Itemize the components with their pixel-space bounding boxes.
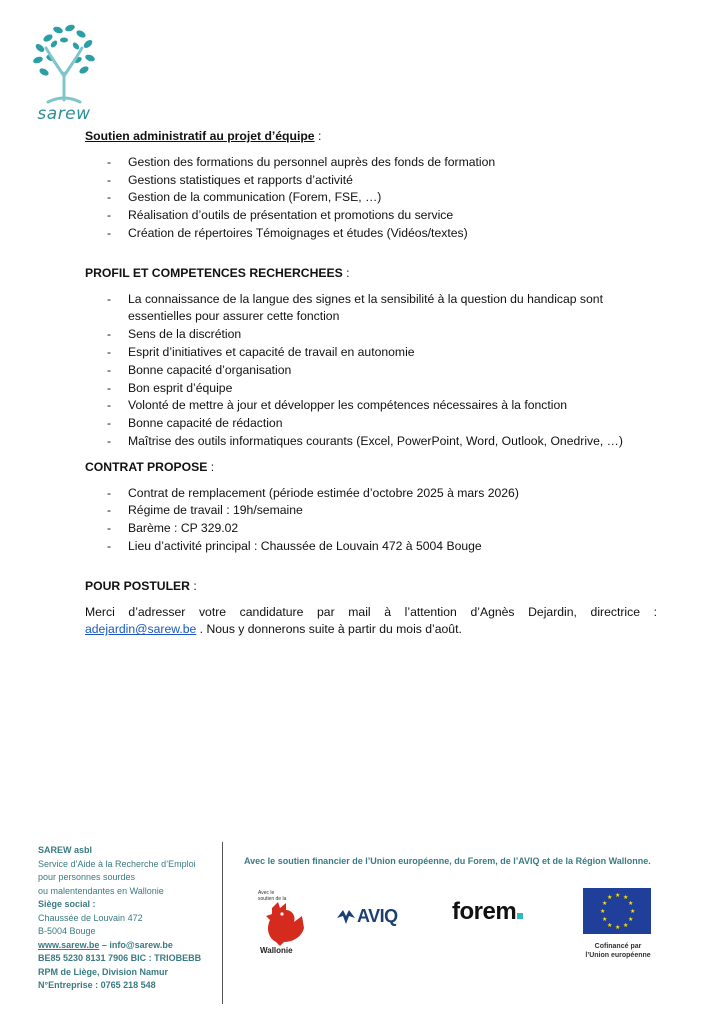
svg-text:★: ★ bbox=[623, 894, 629, 901]
apply-email-link[interactable]: adejardin@sarew.be bbox=[85, 622, 197, 637]
list-item: - Esprit d’initiatives et capacité de travail en autonomie bbox=[85, 344, 657, 362]
admin-list bbox=[85, 154, 657, 243]
sarew-logo bbox=[18, 18, 110, 126]
bank-info: BE85 5230 8131 7906 BIC : TRIOBEBB bbox=[38, 953, 202, 963]
list-item: - Bonne capacité d’organisation bbox=[85, 362, 657, 380]
aviq-bird-icon bbox=[335, 906, 357, 928]
org-name: SAREW asbl bbox=[38, 845, 93, 855]
org-desc: pour personnes sourdes bbox=[38, 872, 136, 882]
svg-text:★: ★ bbox=[623, 922, 629, 929]
list-item: - Barème : CP 329.02 bbox=[85, 520, 657, 538]
section-contract-heading: CONTRAT PROPOSE : bbox=[85, 459, 215, 474]
support-statement: Avec le soutien financier de l’Union européenne, du Forem, de l’AVIQ et de la Région Wallonne. bbox=[244, 856, 651, 866]
rpm-info: RPM de Liège, Division Namur bbox=[38, 966, 169, 977]
eu-logo bbox=[574, 888, 662, 968]
list-item: - Gestion des formations du personnel auprès des fonds de formation bbox=[85, 154, 657, 172]
list-item: - Contrat de remplacement (période estimée d’octobre 2025 à mars 2026) bbox=[85, 485, 657, 503]
list-item: - Création de répertoires Témoignages et études (Vidéos/textes) bbox=[85, 225, 657, 243]
seat-label: Siège social : bbox=[38, 899, 96, 909]
list-item: - Réalisation d’outils de présentation et promotions du service bbox=[85, 207, 657, 225]
svg-text:★: ★ bbox=[600, 908, 606, 915]
svg-text:★: ★ bbox=[607, 922, 613, 929]
logo-wordmark: sarew bbox=[37, 104, 91, 124]
svg-text:★: ★ bbox=[628, 900, 634, 907]
footer-email[interactable]: info@sarew.be bbox=[109, 939, 173, 950]
address-line: Chaussée de Louvain 472 bbox=[38, 912, 143, 923]
svg-text:★: ★ bbox=[630, 908, 636, 915]
rooster-icon bbox=[258, 900, 308, 946]
address-line: B-5004 Bouge bbox=[38, 926, 96, 936]
eu-flag-icon bbox=[583, 888, 651, 934]
list-item: - Bon esprit d’équipe bbox=[85, 380, 657, 398]
list-item: - La connaissance de la langue des signes et la sensibilité à la question du handicap sont essentielles pour assurer cette fonction bbox=[85, 291, 657, 327]
svg-text:★: ★ bbox=[607, 894, 613, 901]
section-profile-heading: PROFIL ET COMPETENCES RECHERCHEES : bbox=[85, 265, 350, 280]
aviq-logo: AVIQ bbox=[335, 904, 421, 930]
svg-text:★: ★ bbox=[615, 924, 621, 931]
forem-logo: forem bbox=[452, 898, 523, 926]
contract-list bbox=[85, 485, 657, 556]
section-apply-heading: POUR POSTULER : bbox=[85, 578, 197, 593]
document-body bbox=[85, 128, 657, 651]
tree-icon bbox=[18, 18, 110, 108]
list-item: - Gestions statistiques et rapports d’activité bbox=[85, 172, 657, 190]
list-item: - Régime de travail : 19h/semaine bbox=[85, 502, 657, 520]
list-item: - Gestion de la communication (Forem, FSE, …) bbox=[85, 189, 657, 207]
org-desc: ou malentendantes en Wallonie bbox=[38, 885, 164, 896]
svg-text:★: ★ bbox=[602, 900, 608, 907]
footer-divider bbox=[222, 842, 223, 1004]
wallonie-logo: Avec le soutien de la Wallonie bbox=[254, 890, 314, 960]
list-item: - Lieu d’activité principal : Chaussée de Louvain 472 à 5004 Bouge bbox=[85, 538, 657, 556]
website-link[interactable]: www.sarew.be bbox=[38, 939, 100, 950]
list-item: - Sens de la discrétion bbox=[85, 326, 657, 344]
footer-org-info: SAREW asbl Service d’Aide à la Recherche d’Emploi pour personnes sourdes ou malentendantes en Wallonie Siège social : Chaussée de Louvain 472 B-5004 Bouge www.sarew.be – info@sarew.be BE85 5230 8131 7906 BIC : TRIOBEBB RPM de Liège, Division Namur N°Entreprise : 0765 218 548 bbox=[38, 844, 218, 993]
apply-paragraph: Merci d’adresser votre candidature par mail à l’attention d’Agnès Dejardin, directrice : adejardin@sarew.be . Nous y donnerons suite à partir du mois d’août. bbox=[85, 604, 657, 637]
svg-text:★: ★ bbox=[628, 916, 634, 923]
list-item: - Volonté de mettre à jour et développer les compétences nécessaires à la fonction bbox=[85, 397, 657, 415]
eu-caption: Cofinancé par l’Union européenne bbox=[585, 943, 651, 959]
profile-list bbox=[85, 291, 657, 451]
svg-text:★: ★ bbox=[602, 916, 608, 923]
svg-text:★: ★ bbox=[615, 892, 621, 899]
list-item: - Bonne capacité de rédaction bbox=[85, 415, 657, 433]
list-item: - Maîtrise des outils informatiques courants (Excel, PowerPoint, Word, Outlook, Onedrive, …) bbox=[85, 433, 657, 451]
footer bbox=[0, 838, 722, 1008]
section-admin-heading: Soutien administratif au projet d’équipe : bbox=[85, 129, 322, 143]
org-desc: Service d’Aide à la Recherche d’Emploi bbox=[38, 858, 196, 869]
enterprise-number: N°Entreprise : 0765 218 548 bbox=[38, 980, 156, 990]
